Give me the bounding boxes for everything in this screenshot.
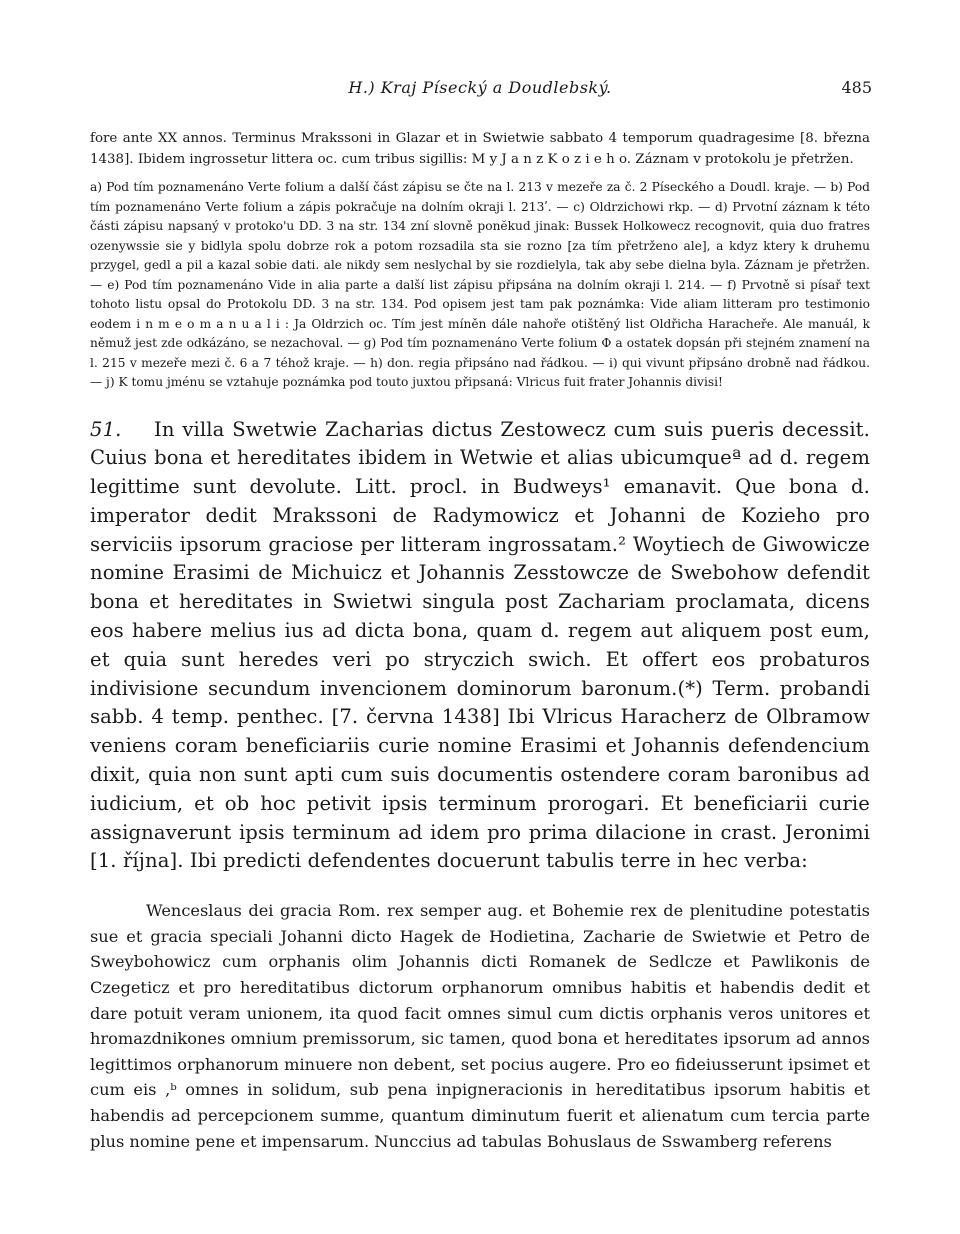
page-number: 485	[841, 78, 872, 97]
document-page	[90, 78, 870, 1154]
continuation-text	[90, 128, 870, 170]
quoted-charter	[90, 898, 870, 1154]
footnotes-block	[90, 178, 870, 393]
entry-number: 51.	[90, 417, 122, 441]
quoted-charter-paragraph: Wenceslaus dei gracia Rom. rex semper aug. et Bohemie rex de plenitudine potestatis sue et gracia speciali Johanni dicto Hagek de Hodietina, Zacharie de Swietwie et Petro de Sweybohowicz cum orphanis olim Johannis dicti Romanek de Sedlcze et Pawlikonis de Czegeticz et pro hereditatibus dictorum orphanorum omnibus habitis et habendis dedit et dare potuit veram unionem, ita quod facit omnes simul cum dictis orphanis veros unitores et hromazdnikones omnium premissorum, sic tamen, quod bona et hereditates ipsorum ad annos legittimos orphanorum minuere non debent, set pocius augere. Pro eo fideiusserunt ipsimet et cum eis ,ᵇ omnes in solidum, sub pena inpigneracionis in hereditatibus ipsorum habitis et habendis ad percepcionem summe, quantum diminutum fuerit et alienatum cum tercia parte plus nomine pene et impensarum. Nunccius ad tabulas Bohuslaus de Sswamberg referens	[90, 901, 870, 1151]
running-header	[90, 78, 870, 108]
running-title: H.) Kraj Písecký a Doudlebský.	[348, 78, 612, 97]
entry-text: In villa Swetwie Zacharias dictus Zestowecz cum suis pueris decessit. Cuius bona et hereditates ibidem in Wetwie et alias ubicumqueª ad d. regem legittime sunt devolute. Litt. procl. in Budweys¹ emanavit. Que bona d. imperator dedit Mrakssoni de Radymowicz et Johanni de Kozieho pro serviciis ipsorum graciose per litteram ingrossatam.² Woytiech de Giwowicze nomine Erasimi de Michuicz et Johannis Zesstowcze de Swebohow defendit bona et hereditates in Swietwi singula post Zachariam proclamata, dicens eos habere melius ius ad dicta bona, quam d. regem aut aliquem post eum, et quia sunt heredes veri po stryczich swich. Et offert eos probaturos indivisione secundum invencionem dominorum baronum.(*) Term. probandi sabb. 4 temp. penthec. [7. června 1438] Ibi Vlricus Haracherz de Olbramow veniens coram beneficiariis curie nomine Erasimi et Johannis defendencium dixit, quia non sunt apti cum suis documentis ostendere coram baronibus ad iudicium, et ob hoc petivit ipsis terminum prorogari. Et beneficiarii curie assignaverunt ipsis terminum ad idem pro prima dilacione in crast. Jeronimi [1. října]. Ibi predicti defendentes docuerunt tabulis terre in hec verba:	[90, 417, 870, 873]
entry-paragraph	[90, 416, 870, 877]
entry-51	[90, 416, 870, 877]
continuation-paragraph: fore ante XX annos. Terminus Mrakssoni in Glazar et in Swietwie sabbato 4 temporum quadragesime [8. března 1438]. Ibidem ingrossetur littera oc. cum tribus sigillis: M y J a n z K o z i e h o. Záznam v protokolu je přetržen.	[90, 131, 870, 167]
footnotes-paragraph: a) Pod tím poznamenáno Verte folium a další část zápisu se čte na l. 213 v mezeře za č. 2 Píseckého a Doudl. kraje. — b) Pod tím poznamenáno Verte folium a zápis pokračuje na dolním okraji l. 213ʹ. — c) Oldrzichowi rkp. — d) Prvotní záznam k této části zápisu napsaný v protoko'u DD. 3 na str. 134 zní slovně ponĕkud jinak: Bussek Holkowecz recognovit, quia duo fratres ozenywssie sie y bidlyla spolu dobrze rok a potom rozsadila sta sie rozno [za tím přetrženo ale], a kdyz ktery k druhemu przygel, gedl a pil a kazal sobie dati. ale nikdy sem neslychal by sie rozdielyla, tak aby sebe dielna byla. Záznam je přetržen. — e) Pod tím poznamenáno Vide in alia parte a další list zápisu připsána na dolním okraji l. 214. — f) Prvotně si písař text tohoto listu opsal do Protokolu DD. 3 na str. 134. Pod opisem jest tam pak poznámka: Vide aliam litteram pro testimonio eodem i n m e o m a n u a l i : Ja Oldrzich oc. Tím jest míněn dále nahoře otištěný list Oldřicha Haracheře. Ale manuál, k němuž jest zde odkázáno, se nezachoval. — g) Pod tím poznamenáno Verte folium Φ a ostatek dopsán při stejném znamení na l. 215 v mezeře mezi č. 6 a 7 téhož kraje. — h) don. regia připsáno nad řádkou. — i) qui vivunt připsáno drobně nad řádkou. — j) K tomu jménu se vztahuje poznámka pod touto juxtou připsaná: Vlricus fuit frater Johannis divisi!	[90, 180, 870, 389]
